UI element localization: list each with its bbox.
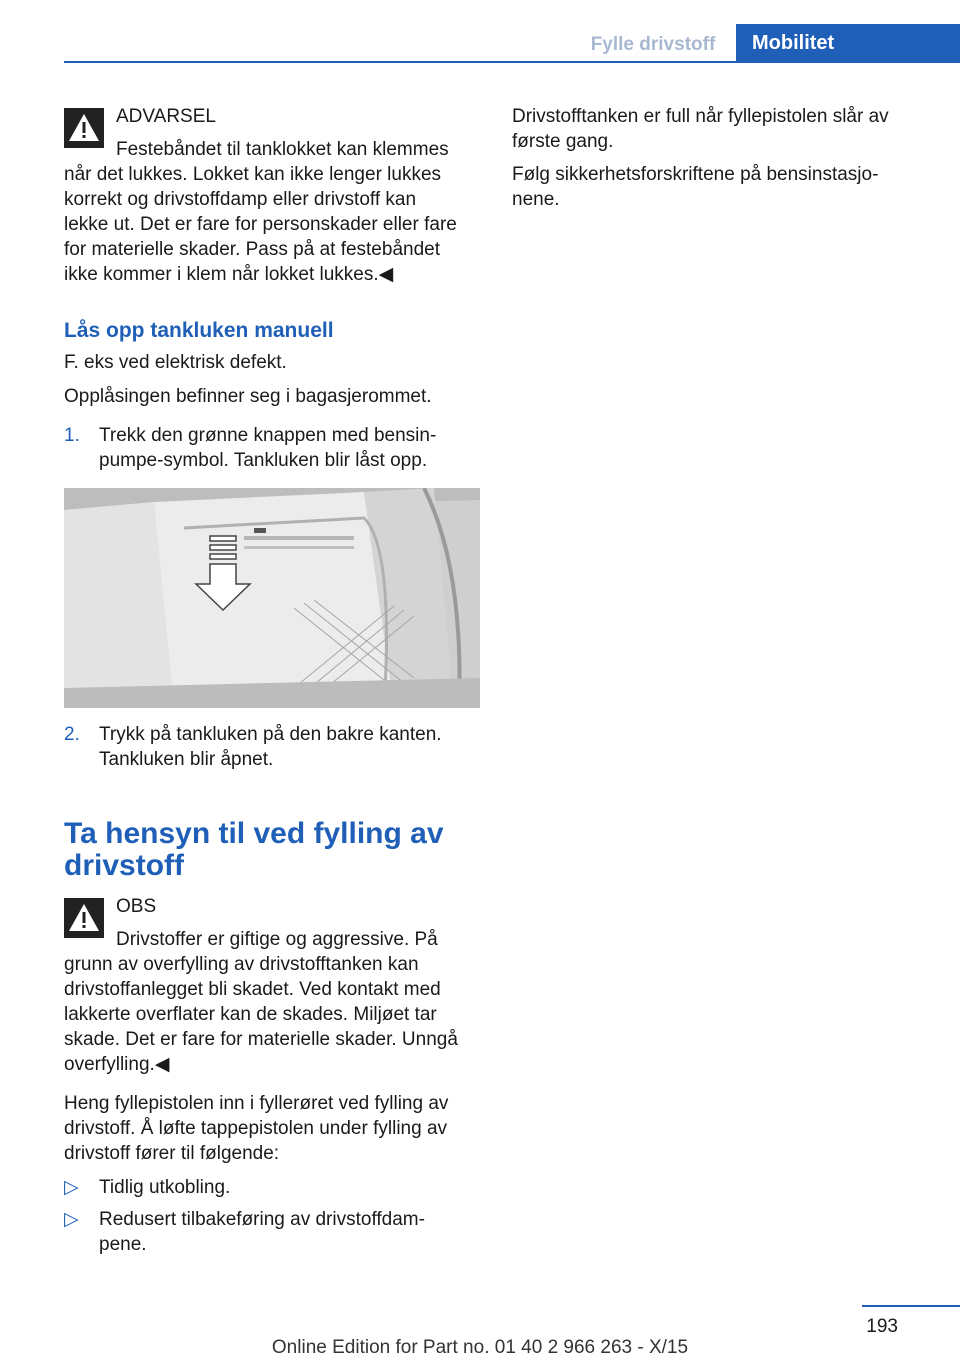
section-heading-refueling: Ta hensyn til ved fylling av drivstoff <box>64 817 444 882</box>
list-item <box>64 1175 484 1200</box>
step-number: 2. <box>64 724 80 745</box>
warning-text-first-line: Festebåndet til tanklokket kan klemmes <box>116 139 449 160</box>
header-section-tab[interactable]: Fylle drivstoff <box>590 33 716 55</box>
paragraph: Følg sikkerhetsforskriftene på bensinstasjo‐ nene. <box>512 164 879 210</box>
warning-triangle-icon <box>64 108 104 148</box>
notice-text-first-line: Drivstoffer er giftige og aggressive. På <box>116 929 438 950</box>
paragraph: Drivstofftanken er full når fyllepistolen slår av første gang. <box>512 106 889 152</box>
step-text: Trekk den grønne knappen med bensin‐ pumpe-symbol. Tankluken blir låst opp. <box>99 425 437 471</box>
header-chapter-tab[interactable]: Mobilitet <box>736 24 960 62</box>
paragraph: Heng fyllepistolen inn i fyllerøret ved fylling av drivstoff. Å løfte tappepistolen under fylling av drivstoff fører til følgende: <box>64 1093 449 1164</box>
list-item <box>64 423 484 473</box>
section-heading-unlock: Lås opp tankluken manuell <box>64 319 334 342</box>
step-text: Trykk på tankluken på den bakre kanten. Tankluken blir åpnet. <box>99 724 442 770</box>
notice-title: OBS <box>116 896 157 917</box>
list-item <box>64 1207 484 1257</box>
paragraph: Opplåsingen befinner seg i bagasjerommet. <box>64 386 432 407</box>
notice-text: grunn av overfylling av drivstofftanken kan drivstoffanlegget bli skadet. Ved kontakt med lakkerte overflater kan de skades. Miljøet tar skade. Det er fare for materielle skader. Unngå overfylling.◀ <box>64 954 458 1075</box>
footer-rule <box>862 1305 960 1307</box>
page-number: 193 <box>866 1316 898 1337</box>
list-item <box>64 722 484 772</box>
bullet-text: Redusert tilbakeføring av drivstoffdam‐ pene. <box>99 1209 425 1255</box>
header-rule <box>64 61 960 63</box>
warning-triangle-icon <box>64 898 104 938</box>
warning-text: når det lukkes. Lokket kan ikke lenger lukkes korrekt og drivstoffdamp eller drivstoff kan lekke ut. Det er fare for personskader eller fare for materielle skader. Pass på at festebåndet ikke kommer i klem når lokket lukkes.◀ <box>64 164 457 285</box>
bullet-triangle-icon: ▷ <box>64 1177 79 1198</box>
trunk-photo <box>64 488 480 708</box>
bullet-text: Tidlig utkobling. <box>99 1177 231 1198</box>
paragraph: F. eks ved elektrisk defekt. <box>64 352 287 373</box>
warning-title: ADVARSEL <box>116 106 216 127</box>
edition-footer: Online Edition for Part no. 01 40 2 966 263 - X/15 <box>271 1337 689 1358</box>
bullet-triangle-icon: ▷ <box>64 1209 79 1230</box>
step-number: 1. <box>64 425 80 446</box>
